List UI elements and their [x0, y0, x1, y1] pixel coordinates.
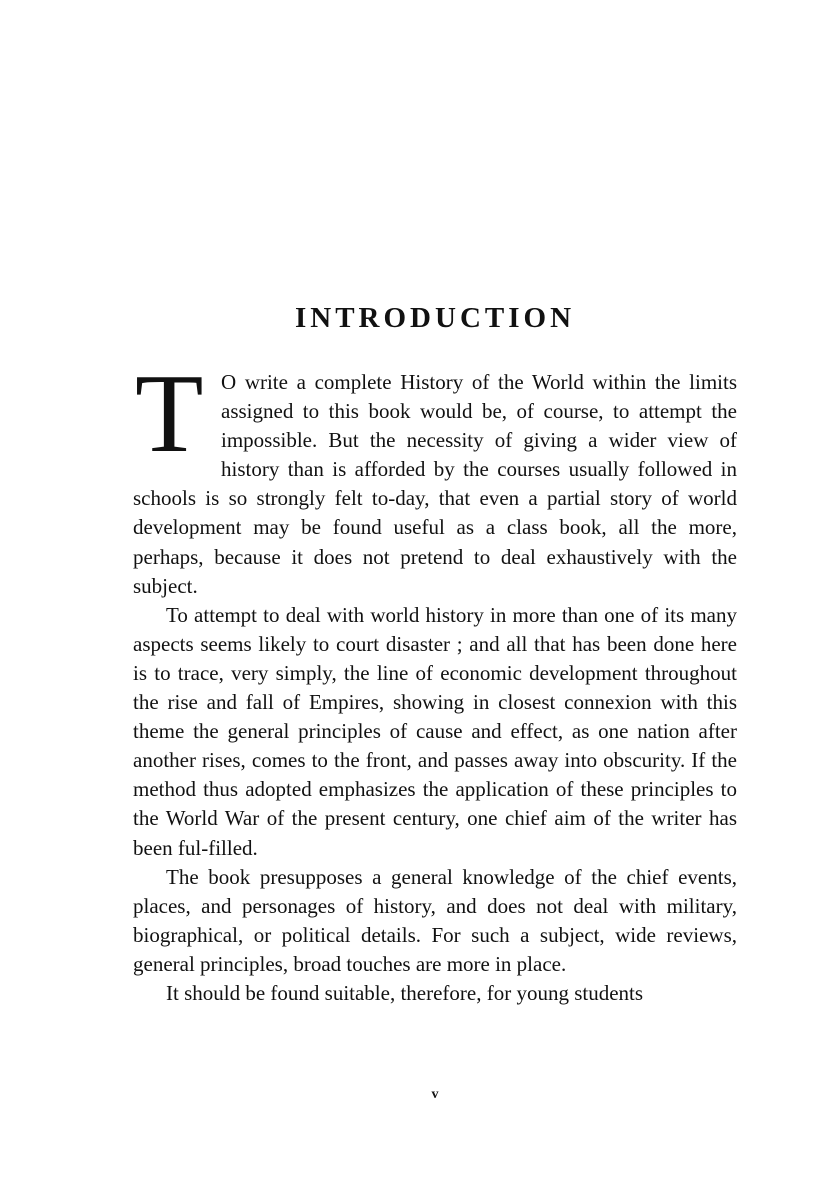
chapter-title: INTRODUCTION [294, 302, 576, 334]
page-number: v [431, 1087, 439, 1102]
paragraph-3: The book presupposes a general knowledge of the chief events, places, and personages of history, and does not deal with military, biographical, or political details. For such a subject, wide reviews, general principles, broad touches are more in place. [133, 864, 737, 976]
paragraph-4: It should be found suitable, therefore, for young students [166, 980, 644, 1005]
paragraph-1 [133, 352, 737, 601]
body-text [133, 352, 737, 1008]
paragraph-1-text: O write a complete History of the World within the limits assigned to this book would be, of course, to attempt the impossible. But the necessity of giving a wider view of history than is afforded by the courses usually followed in schools is so strongly felt to-day, that even a partial story of world development may be found useful as a class book, all the more, perhaps, because it does not pretend to deal exhaustively with the subject. [133, 370, 737, 598]
drop-cap: T [135, 352, 204, 476]
paragraph-2: To attempt to deal with world history in more than one of its many aspects seems likely to court disaster ; and all that has been done here is to trace, very simply, the line of economic development throughout the rise and fall of Empires, showing in closest connexion with this theme the general principles of cause and effect, as one nation after another rises, comes to the front, and passes away into obscurity. If the method thus adopted emphasizes the application of these principles to the World War of the present century, one chief aim of the writer has been ful-filled. [133, 602, 737, 860]
